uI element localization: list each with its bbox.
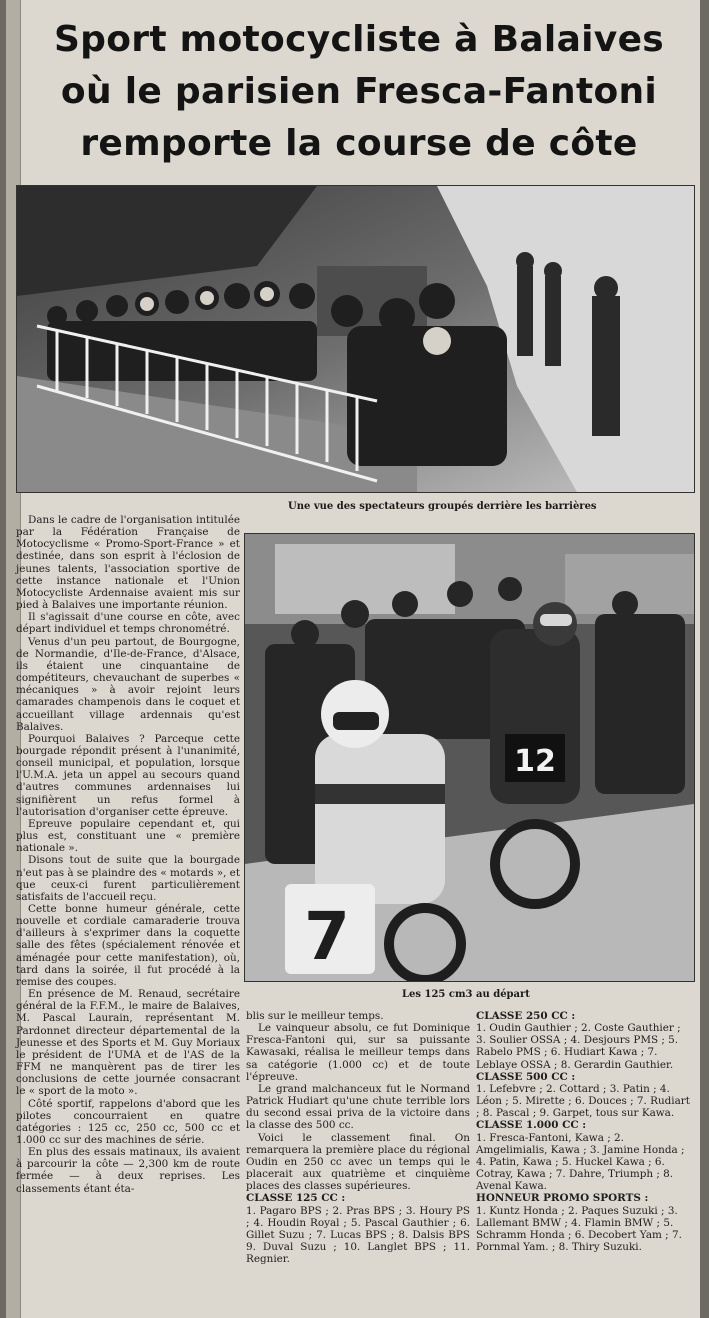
newspaper-clipping — [6, 0, 700, 1318]
col1-para-3: Venus d'un peu partout, de Bourgogne, de Normandie, d'Ile-de-France, d'Alsace, ils étaient une cinquantaine de compétiteurs, chevauchant de superbes « mécaniques » à avoir rejoint leurs camarades champenois dans le coquet et accueillant village ardennais qu'est Balaives. — [16, 635, 240, 733]
race-number-12: 12 — [514, 744, 556, 779]
col1-para-1: Dans le cadre de l'organisation intitulée par la Fédération Française de Motocyclisme « Promo-Sport-France » et destinée, dans son esprit à l'éclosion de jeunes talents, l'association sportive de cette instance nationale et l'Union Motocycliste Ardennaise avaient mis sur pied à Balaives une importante réunion. — [16, 514, 240, 612]
photo-riders-start — [244, 533, 695, 982]
col1-para-5: Epreuve populaire cependant et, qui plus est, constituant une « première nationale ». — [16, 817, 240, 855]
col2-para-2: Le vainqueur absolu, ce fut Dominique Fresca-Fantoni qui, sur sa puissante Kawasaki, réalisa le meilleur temps dans sa catégorie (1.000 cc) et de toute l'épreuve. — [246, 1022, 470, 1083]
photo-riders-caption: Les 125 cm3 au départ — [402, 989, 530, 1000]
classe-500-heading: CLASSE 500 CC : — [476, 1070, 576, 1083]
col1-para-6: Disons tout de suite que la bourgade n'eut pas à se plaindre des « motards », et que ceux-ci furent particulièrement satisfaits de l'accueil reçu. — [16, 854, 241, 903]
col2-para-3: Le grand malchanceux fut le Normand Patrick Hudiart qu'une chute terrible lors du second essai priva de la victoire dans la classe des 500 cc. — [246, 1082, 470, 1132]
classe-500-results: 1. Lefebvre ; 2. Cottard ; 3. Patin ; 4. Léon ; 5. Mirette ; 6. Douces ; 7. Rudiart ; 8. Pascal ; 9. Garpet, tous sur Kawa. — [476, 1082, 690, 1120]
classe-1000-results: 1. Fresca-Fantoni, Kawa ; 2. Amgelimialis, Kawa ; 3. Jamine Honda ; 4. Patin, Kawa ; 5. Huckel Kawa ; 6. Cotray, Kawa ; 7. Dahre, Triumph ; 8. Avenal Kawa. — [476, 1131, 685, 1193]
classe-250-results: 1. Oudin Gauthier ; 2. Coste Gauthier ; 3. Soulier OSSA ; 4. Desjours PMS ; 5. Rabelo PMS ; 6. Hudiart Kawa ; 7. Leblaye OSSA ; 8. Gerardin Gauthier. — [476, 1022, 681, 1071]
col1-para-7: Cette bonne humeur générale, cette nouvelle et cordiale camaraderie trouva d'ailleurs à s'exprimer dans la coquette salle des fêtes (spécialement rénovée et aménagée pour cette manifestation), où, tard dans la soirée, il fut procédé à la remise des coupes. — [16, 903, 240, 988]
col1-para-9: Côté sportif, rappelons d'abord que les pilotes concourraient en quatre catégories : 125 cc, 250 cc, 500 cc et 1.000 cc sur des machines de série. — [16, 1097, 240, 1146]
honneur-promo-heading: HONNEUR PROMO SPORTS : — [476, 1192, 649, 1205]
classe-125-heading: CLASSE 125 CC : — [246, 1192, 346, 1205]
classe-250-heading: CLASSE 250 CC : — [476, 1010, 576, 1022]
headline-line-1: Sport motocycliste à Balaives — [53, 19, 665, 60]
classe-125-results: 1. Pagaro BPS ; 2. Pras BPS ; 3. Houry PS ; 4. Houdin Royal ; 5. Pascal Gauthier ; 6. Gillet Suzu ; 7. Lucas BPS ; 8. Dalsis BPS 9. Duval Suzu ; 10. Langlet BPS ; 11. Regnier. — [246, 1204, 470, 1266]
classe-1000-heading: CLASSE 1.000 CC : — [476, 1119, 587, 1132]
race-number-7: 7 — [304, 898, 350, 975]
article-column-1 — [16, 514, 240, 1195]
photo-spectators — [16, 185, 695, 493]
col1-para-8: En présence de M. Renaud, secrétaire général de la F.F.M., le maire de Balaives, M. Pascal Laurain, représentant M. Pardonnet directeur départemental de la Jeunesse et des Sports et M. Guy Moriaux le président de l'UMA et de l'AS de la FFM ne manquèrent pas de tirer les conclusions de cette journée consacrant le « sport de la moto ». — [16, 988, 240, 1098]
col1-para-4: Pourquoi Balaives ? Parceque cette bourgade répondit présent à l'unanimité, conseil municipal, et population, lorsque l'U.M.A. jeta un appel au secours quand d'autres communes ardennaises lui signifièrent un refus formel à l'autorisation d'organiser cette épreuve. — [16, 732, 240, 818]
col1-para-2: Il s'agissait d'une course en côte, avec départ individuel et temps chronométré. — [16, 611, 240, 636]
headline-line-2: où le parisien Fresca-Fantoni — [60, 71, 658, 112]
headline-line-3: remporte la course de côte — [80, 123, 638, 164]
col1-para-10: En plus des essais matinaux, ils avaient à parcourir la côte — 2,300 km de route fermée — à deux reprises. Les classements étant éta- — [16, 1146, 240, 1195]
col2-para-1: blis sur le meilleur temps. — [246, 1010, 384, 1022]
results-column — [476, 1010, 693, 1253]
honneur-promo-results: 1. Kuntz Honda ; 2. Paques Suzuki ; 3. Lallemant BMW ; 4. Flamin BMW ; 5. Schramm Honda ; 6. Decobert Yam ; 7. Pornmal Yam. ; 8. Thiry Suzuki. — [476, 1204, 682, 1253]
article-column-2 — [246, 1010, 470, 1265]
photo-spectators-caption: Une vue des spectateurs groupés derrière les barrières — [288, 501, 597, 512]
col2-para-4: Voici le classement final. On remarquera la première place du régional Oudin en 250 cc avec un temps qui le placerait aux quatrième et cinquième places des classes supérieures. — [246, 1131, 470, 1193]
